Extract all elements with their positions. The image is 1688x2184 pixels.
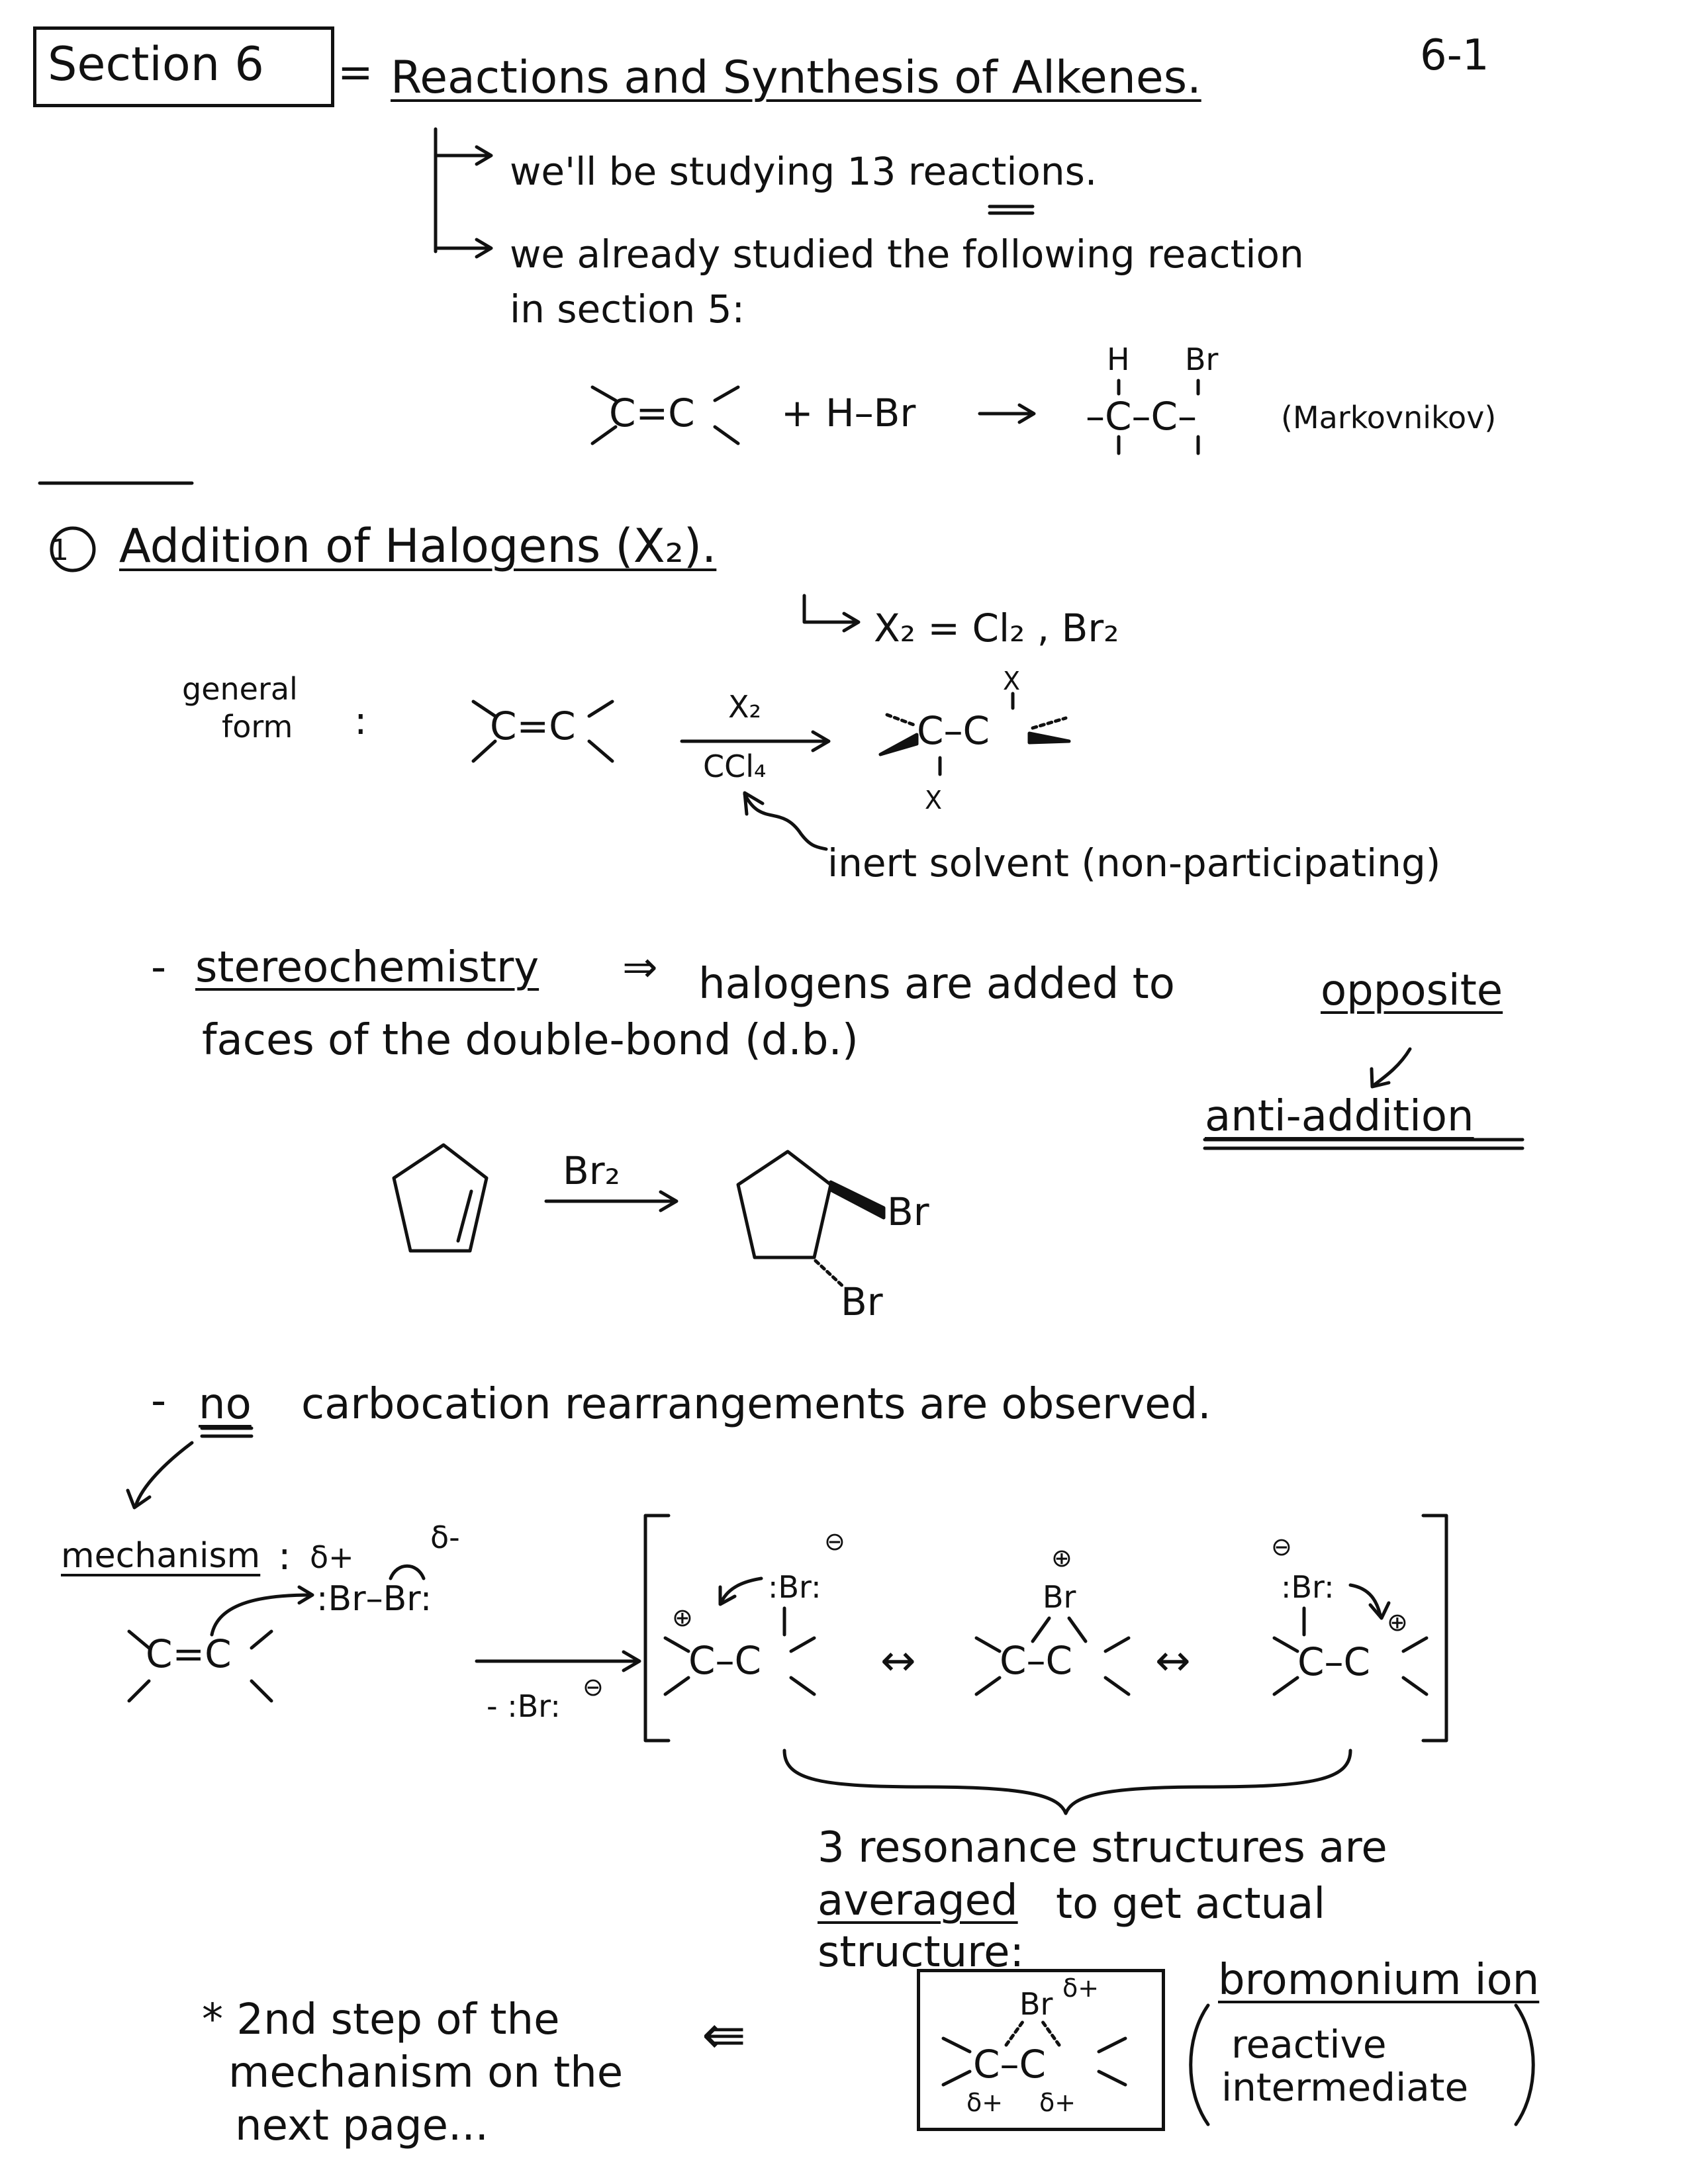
res3-c-c: C–C [1297, 1639, 1370, 1684]
res1-charge-br: ⊖ [824, 1527, 845, 1556]
intro-line-2a: we already studied the following reaction [510, 232, 1304, 277]
summary-averaged: averaged [818, 1876, 1018, 1925]
addition-heading: Addition of Halogens (X₂). [119, 519, 717, 573]
res3-charge-br: ⊖ [1271, 1532, 1292, 1561]
cyclo-br-dash: Br [841, 1279, 883, 1324]
next-step-note-3: next page... [235, 2101, 489, 2150]
res3-br: :Br: [1281, 1569, 1335, 1605]
mechanism-delta-plus: δ+ [310, 1539, 354, 1575]
box-delta-left: δ+ [966, 2088, 1004, 2117]
summary-line-3: structure: [818, 1928, 1024, 1977]
mechanism-delta-minus: δ- [430, 1520, 460, 1555]
halogens-definition: X₂ = Cl₂ , Br₂ [874, 606, 1119, 651]
reactive-label-1: reactive [1231, 2022, 1387, 2067]
cyclo-br-wedge: Br [887, 1189, 929, 1234]
hbr-product-h: H [1107, 341, 1130, 377]
hbr-product: –C–C– [1086, 394, 1197, 439]
item-number-1: 1 [50, 533, 69, 567]
stereo-label: stereochemistry [195, 943, 539, 992]
mechanism-br-br: :Br–Br: [316, 1579, 432, 1619]
summary-line-1: 3 resonance structures are [818, 1823, 1387, 1872]
leaving-charge: ⊖ [583, 1672, 604, 1702]
page-number: 6-1 [1420, 31, 1489, 80]
anti-addition: anti-addition [1205, 1092, 1474, 1141]
hbr-product-br: Br [1185, 341, 1219, 377]
product-x-bottom: X [925, 786, 943, 815]
stereo-implies: ⇒ [622, 943, 658, 992]
res-arrow-1: ↔ [880, 1637, 916, 1686]
hbr-reactant: C=C [609, 390, 695, 435]
header-equals: = [338, 48, 373, 97]
box-br: Br [1019, 1986, 1053, 2022]
summary-line-2: to get actual [1056, 1880, 1326, 1929]
inert-solvent-note: inert solvent (non-participating) [827, 841, 1441, 886]
mechanism-leaving-group: - :Br: [487, 1688, 561, 1724]
next-step-note-1: * 2nd step of the [202, 1995, 560, 2044]
stereo-text-1: halogens are added to [698, 960, 1175, 1009]
res2-charge: ⊕ [1051, 1543, 1072, 1572]
res-arrow-2: ↔ [1155, 1637, 1191, 1686]
stereo-dash: - [151, 943, 167, 992]
intro-line-1: we'll be studying 13 reactions. [510, 149, 1098, 194]
next-step-note-2: mechanism on the [228, 2048, 624, 2097]
general-form-label-2: form [222, 709, 293, 745]
mechanism-colon: : [278, 1533, 291, 1578]
general-form-label-1: general [182, 671, 298, 707]
back-arrow-icon: ⇚ [702, 2004, 747, 2066]
rearrangement-dash: - [151, 1377, 167, 1426]
reagent-x2: X₂ [728, 689, 761, 725]
general-product: C–C [917, 708, 990, 753]
reagent-ccl4: CCl₄ [703, 749, 767, 784]
product-x-top: X [1003, 666, 1021, 696]
stereo-text-2: faces of the double-bond (d.b.) [202, 1016, 859, 1065]
hbr-reagent: + H–Br [781, 390, 916, 435]
res3-charge-c: ⊕ [1387, 1608, 1408, 1637]
box-delta-top: δ+ [1062, 1974, 1100, 2003]
intro-line-2b: in section 5: [510, 287, 745, 332]
box-delta-right: δ+ [1039, 2088, 1076, 2117]
rearrangement-text: carbocation rearrangements are observed. [301, 1380, 1211, 1429]
res2-br: Br [1043, 1579, 1076, 1615]
section-label: Section 6 [48, 37, 264, 91]
mechanism-label: mechanism [61, 1536, 261, 1576]
rearrangement-no: no [199, 1380, 252, 1429]
mechanism-reactant: C=C [146, 1631, 232, 1676]
stereo-opposite: opposite [1321, 966, 1503, 1015]
box-c-c: C–C [973, 2042, 1046, 2087]
res1-br: :Br: [768, 1569, 821, 1605]
res1-charge-c: ⊕ [672, 1603, 693, 1632]
page-title: Reactions and Synthesis of Alkenes. [391, 52, 1201, 104]
general-reactant: C=C [490, 704, 576, 749]
cyclo-reagent: Br₂ [563, 1148, 620, 1193]
res1-c-c: C–C [688, 1638, 761, 1683]
markovnikov-note: (Markovnikov) [1281, 400, 1497, 435]
reactive-label-2: intermediate [1221, 2065, 1469, 2110]
bromonium-ion-label: bromonium ion [1218, 1956, 1540, 2005]
general-form-colon: : [354, 698, 367, 743]
res2-c-c: C–C [1000, 1638, 1072, 1683]
